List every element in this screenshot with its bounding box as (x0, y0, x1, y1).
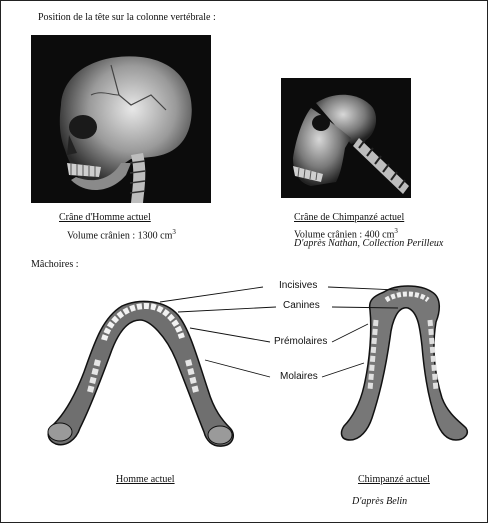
section-title-jaws: Mâchoires : (31, 259, 79, 270)
human-jaw-caption: Homme actuel (116, 474, 175, 485)
chimp-skull-caption: Crâne de Chimpanzé actuel (294, 212, 405, 223)
section-title-head-position: Position de la tête sur la colonne vertébrale : (38, 12, 216, 23)
chimp-jaw-caption: Chimpanzé actuel (358, 474, 430, 485)
chimp-mandible (342, 286, 468, 440)
jaws-source: D'après Belin (352, 496, 408, 507)
label-premolars: Prémolaires (274, 336, 328, 347)
human-mandible (48, 301, 233, 446)
human-skull-volume: Volume crânien : 1300 $cm^3$ (67, 228, 176, 242)
label-canines: Canines (283, 300, 320, 311)
label-molars: Molaires (280, 371, 318, 382)
label-incisors: Incisives (279, 280, 318, 291)
skull-source: D'après Nathan, Collection Perilleux (294, 238, 444, 249)
human-skull-caption: Crâne d'Homme actuel (59, 212, 151, 223)
chimp-skull-volume: Volume crânien : 400 $cm^3$ (294, 227, 398, 241)
